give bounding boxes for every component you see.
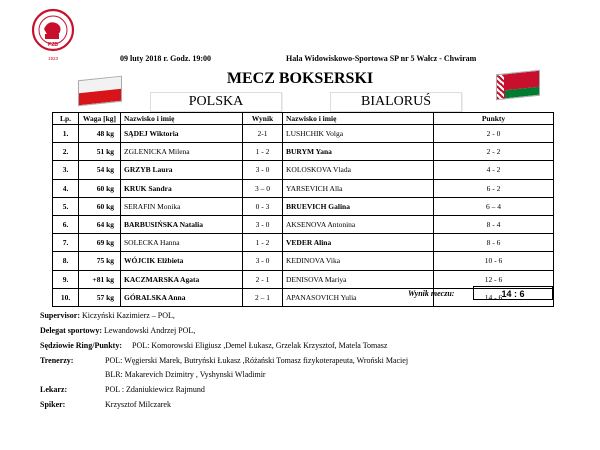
page-title: MECZ BOKSERSKI <box>226 70 374 87</box>
table-row <box>53 252 554 270</box>
row-points: 6 – 4 <box>434 197 554 215</box>
row-belarus-boxer: BURYM Yana <box>283 143 434 161</box>
row-belarus-boxer: DENISOVA Mariya <box>283 270 434 288</box>
row-lp: 6. <box>53 215 79 233</box>
judges-line <box>40 341 387 350</box>
row-points: 8 - 6 <box>434 234 554 252</box>
row-weight: 60 kg <box>79 197 121 215</box>
row-result: 0 - 3 <box>243 197 283 215</box>
row-lp: 7. <box>53 234 79 252</box>
row-result: 1 - 2 <box>243 234 283 252</box>
logo-year: 1923 <box>47 56 59 61</box>
header-result: Wynik <box>243 113 283 125</box>
row-result: 2-1 <box>243 125 283 143</box>
delegate-label: Delegat sportowy: <box>40 326 102 335</box>
row-lp: 4. <box>53 179 79 197</box>
row-lp: 10. <box>53 288 79 306</box>
row-result: 3 - 0 <box>243 215 283 233</box>
table-row <box>53 234 554 252</box>
row-belarus-boxer: APANASOVICH Yulia <box>283 288 434 306</box>
row-polish-boxer: KRUK Sandra <box>121 179 243 197</box>
row-result: 3 – 0 <box>243 179 283 197</box>
supervisor-label: Supervisor: <box>40 311 80 320</box>
row-lp: 3. <box>53 161 79 179</box>
results-table <box>52 112 554 307</box>
header-points: Punkty <box>434 113 554 125</box>
row-polish-boxer: SERAFIN Monika <box>121 197 243 215</box>
speaker-value: Krzysztof Milczarek <box>105 400 171 409</box>
delegate-line <box>40 326 195 335</box>
row-polish-boxer: GÓRALSKA Anna <box>121 288 243 306</box>
header-weight: Waga [kg] <box>79 113 121 125</box>
supervisor-line <box>40 311 175 320</box>
row-polish-boxer: GRZYB Laura <box>121 161 243 179</box>
delegate-value: Lewandowski Andrzej POL, <box>103 326 196 335</box>
row-result: 1 - 2 <box>243 143 283 161</box>
row-points: 10 - 6 <box>434 252 554 270</box>
row-polish-boxer: SĄDEJ Wiktoria <box>121 125 243 143</box>
table-row <box>53 161 554 179</box>
row-lp: 5. <box>53 197 79 215</box>
row-weight: +81 kg <box>79 270 121 288</box>
row-polish-boxer: KACZMARSKA Agata <box>121 270 243 288</box>
event-venue: Hala Widowiskowo-Sportowa SP nr 5 Wałcz - Chwiram <box>286 54 477 63</box>
row-weight: 57 kg <box>79 288 121 306</box>
row-belarus-boxer: KOLOSKOVA Vlada <box>283 161 434 179</box>
row-polish-boxer: ZGLENICKA Milena <box>121 143 243 161</box>
row-weight: 69 kg <box>79 234 121 252</box>
row-weight: 48 kg <box>79 125 121 143</box>
row-result: 2 – 1 <box>243 288 283 306</box>
row-result: 2 - 1 <box>243 270 283 288</box>
team-name-poland: POLSKA <box>150 92 282 112</box>
row-lp: 1. <box>53 125 79 143</box>
table-header-row <box>53 113 554 125</box>
row-weight: 60 kg <box>79 179 121 197</box>
row-points: 6 - 2 <box>434 179 554 197</box>
row-weight: 64 kg <box>79 215 121 233</box>
row-points: 2 - 0 <box>434 125 554 143</box>
row-belarus-boxer: BRUEVICH Galina <box>283 197 434 215</box>
table-row <box>53 197 554 215</box>
row-points: 4 - 2 <box>434 161 554 179</box>
judges-value: POL: Komorowski Eligiusz ,Demel Łukasz, Grzelak Krzysztof, Matela Tomasz <box>132 341 388 350</box>
row-belarus-boxer: YARSEVICH Alla <box>283 179 434 197</box>
event-date-time: 09 luty 2018 r. Godz. 19:00 <box>120 54 212 63</box>
table-row <box>53 179 554 197</box>
row-lp: 2. <box>53 143 79 161</box>
row-points: 2 - 2 <box>434 143 554 161</box>
row-belarus-boxer: KEDINOVA Vika <box>283 252 434 270</box>
header-name-right: Nazwisko i imię <box>283 113 434 125</box>
coaches-blr: BLR: Makarevich Dzimitry , Vyshynski Wladimir <box>105 370 266 379</box>
pzb-logo <box>31 8 75 66</box>
total-score-label: Wynik meczu: <box>408 289 455 298</box>
row-points: 14 - 6 <box>434 288 554 306</box>
team-name-belarus: BIALORUŚ <box>330 92 462 112</box>
logo-initials: PZB <box>48 42 58 48</box>
row-polish-boxer: BARBUSIŃSKA Natalia <box>121 215 243 233</box>
table-row <box>53 125 554 143</box>
row-result: 3 - 0 <box>243 161 283 179</box>
row-weight: 54 kg <box>79 161 121 179</box>
row-belarus-boxer: VEDER Alina <box>283 234 434 252</box>
row-belarus-boxer: LUSHCHIK Volga <box>283 125 434 143</box>
coaches-label: Trenerzy: <box>40 356 74 365</box>
coaches-pol: POL: Węgierski Marek, Butryński Łukasz ,Różański Tomasz fizykoterapeuta, Wroński Maciej <box>105 356 409 365</box>
supervisor-value: Kiczyński Kazimierz – POL, <box>82 311 175 320</box>
poland-flag <box>78 76 122 107</box>
total-score-value: 14 : 6 <box>473 286 553 300</box>
table-row <box>53 215 554 233</box>
row-weight: 51 kg <box>79 143 121 161</box>
row-lp: 8. <box>53 252 79 270</box>
row-polish-boxer: SOLECKA Hanna <box>121 234 243 252</box>
judges-label: Sędziowie Ring/Punkty: <box>40 341 123 350</box>
row-result: 3 - 0 <box>243 252 283 270</box>
doctor-value: POL : Zdaniukiewicz Rajmund <box>105 385 205 394</box>
row-points: 8 - 4 <box>434 215 554 233</box>
header-name-left: Nazwisko i imię <box>121 113 243 125</box>
table-row <box>53 143 554 161</box>
belarus-flag <box>496 70 540 101</box>
row-lp: 9. <box>53 270 79 288</box>
row-points: 12 - 6 <box>434 270 554 288</box>
header-lp: Lp. <box>53 113 79 125</box>
doctor-label: Lekarz: <box>40 385 68 394</box>
row-belarus-boxer: AKSENOVA Antonina <box>283 215 434 233</box>
row-polish-boxer: WÓJCIK Elżbieta <box>121 252 243 270</box>
speaker-label: Spiker: <box>40 400 66 409</box>
row-weight: 75 kg <box>79 252 121 270</box>
